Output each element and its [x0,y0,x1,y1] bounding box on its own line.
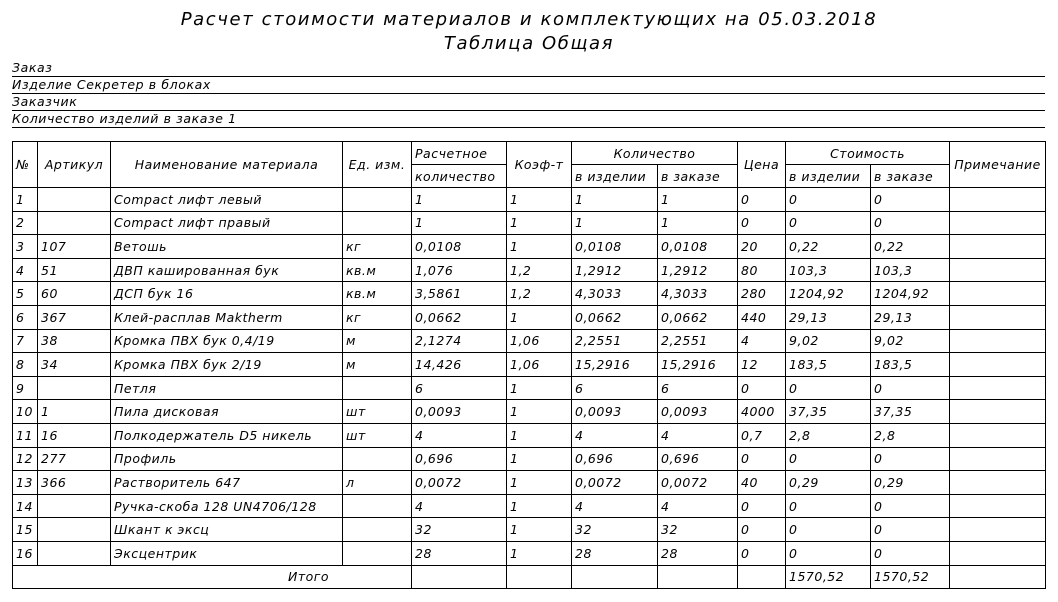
cell-unit: м [343,329,412,353]
cell-price: 0,7 [738,423,786,447]
total-empty-qty-product [572,565,658,589]
cell-qty-order: 32 [658,518,738,542]
cell-unit: шт [343,423,412,447]
cell-name: Эксцентрик [111,541,343,565]
cell-qty-order: 0,0093 [658,400,738,424]
cell-calc: 3,5861 [412,282,507,306]
cell-price: 12 [738,353,786,377]
cell-cost-product: 183,5 [786,353,871,377]
cell-price: 4000 [738,400,786,424]
cell-name: Клей-расплав Makthеrm [111,305,343,329]
col-qty-product: в изделии [572,165,658,188]
table-row [13,188,1046,212]
cell-article: 60 [38,282,111,306]
col-unit: Ед. изм. [343,142,412,188]
col-cost-product: в изделии [786,165,871,188]
cell-name: Кромка ПВХ бук 0,4/19 [111,329,343,353]
cell-name: Пила дисковая [111,400,343,424]
col-name: Наименование материала [111,142,343,188]
cell-cost-product: 29,13 [786,305,871,329]
cell-cost-product: 1204,92 [786,282,871,306]
table-header-row [13,142,1046,165]
total-empty-qty-order [658,565,738,589]
table-row [13,541,1046,565]
cell-coef: 1 [507,423,572,447]
cell-unit: кв.м [343,258,412,282]
table-row [13,447,1046,471]
cell-qty-order: 0,696 [658,447,738,471]
cell-num: 1 [13,188,38,212]
cell-name: Compact лифт правый [111,211,343,235]
cell-num: 14 [13,494,38,518]
col-num: № [13,142,38,188]
cell-qty-product: 0,696 [572,447,658,471]
cell-cost-order: 0 [871,376,950,400]
total-cost-order: 1570,52 [871,565,950,589]
document-title: Расчет стоимости материалов и комплектующих на 05.03.2018 [180,9,878,30]
cell-cost-product: 0 [786,188,871,212]
cell-coef: 1,2 [507,258,572,282]
cell-note [950,471,1046,495]
cell-cost-product: 0,29 [786,471,871,495]
materials-table [12,141,1046,589]
cell-article: 107 [38,235,111,259]
cell-num: 4 [13,258,38,282]
cell-coef: 1,06 [507,329,572,353]
cell-coef: 1 [507,211,572,235]
cell-calc: 0,0662 [412,305,507,329]
table-row [13,353,1046,377]
col-price: Цена [738,142,786,188]
cell-article [38,376,111,400]
cell-qty-order: 1 [658,211,738,235]
cell-cost-product: 9,02 [786,329,871,353]
cell-cost-order: 0 [871,447,950,471]
col-calc-bottom: количество [412,165,507,188]
cell-qty-order: 4 [658,423,738,447]
total-row [13,565,1046,589]
cell-note [950,235,1046,259]
order-label: Заказ [12,60,53,75]
cell-name: ДВП кашированная бук [111,258,343,282]
cell-qty-order: 0,0662 [658,305,738,329]
table-row [13,471,1046,495]
cell-cost-order: 29,13 [871,305,950,329]
cell-num: 16 [13,541,38,565]
cell-article [38,211,111,235]
cell-qty-order: 2,2551 [658,329,738,353]
cell-coef: 1 [507,188,572,212]
cell-qty-product: 4,3033 [572,282,658,306]
table-row [13,211,1046,235]
cell-coef: 1 [507,518,572,542]
cell-article: 366 [38,471,111,495]
cell-price: 0 [738,494,786,518]
cell-cost-product: 0 [786,211,871,235]
quantity-underline [12,127,1045,128]
cell-qty-order: 0,0108 [658,235,738,259]
cell-note [950,541,1046,565]
cell-cost-order: 9,02 [871,329,950,353]
cell-qty-product: 0,0108 [572,235,658,259]
cell-unit [343,188,412,212]
total-empty-price [738,565,786,589]
col-calc-top: Расчетное [412,142,507,165]
cell-note [950,188,1046,212]
cell-coef: 1,2 [507,282,572,306]
col-note: Примечание [950,142,1046,188]
cell-cost-order: 0,22 [871,235,950,259]
cell-article [38,518,111,542]
table-row [13,235,1046,259]
cell-article: 16 [38,423,111,447]
table-body [13,188,1046,566]
cell-calc: 14,426 [412,353,507,377]
cell-num: 15 [13,518,38,542]
cell-cost-product: 0 [786,376,871,400]
col-cost-order: в заказе [871,165,950,188]
cell-qty-product: 15,2916 [572,353,658,377]
cell-qty-product: 1,2912 [572,258,658,282]
cell-price: 20 [738,235,786,259]
cell-qty-order: 1 [658,188,738,212]
cell-article: 51 [38,258,111,282]
table-row [13,494,1046,518]
cell-qty-product: 1 [572,188,658,212]
cell-unit: кг [343,305,412,329]
col-article: Артикул [38,142,111,188]
cell-note [950,258,1046,282]
cell-note [950,305,1046,329]
col-cost: Стоимость [786,142,950,165]
cell-calc: 6 [412,376,507,400]
cell-calc: 1 [412,188,507,212]
customer-label: Заказчик [12,94,78,109]
cell-cost-product: 37,35 [786,400,871,424]
cell-num: 7 [13,329,38,353]
table-row [13,329,1046,353]
cell-cost-order: 0,29 [871,471,950,495]
cell-num: 8 [13,353,38,377]
col-qty-order: в заказе [658,165,738,188]
cell-qty-product: 6 [572,376,658,400]
cell-article: 277 [38,447,111,471]
cell-calc: 0,0072 [412,471,507,495]
cell-unit [343,494,412,518]
cell-price: 0 [738,518,786,542]
cell-cost-product: 2,8 [786,423,871,447]
table-row [13,305,1046,329]
cell-coef: 1 [507,235,572,259]
cell-name: Ветошь [111,235,343,259]
cell-coef: 1 [507,305,572,329]
cell-article: 1 [38,400,111,424]
cell-cost-order: 0 [871,494,950,518]
cell-price: 4 [738,329,786,353]
cell-note [950,423,1046,447]
cell-unit: кв.м [343,282,412,306]
cell-coef: 1 [507,447,572,471]
cell-price: 0 [738,376,786,400]
cell-cost-product: 103,3 [786,258,871,282]
cell-price: 40 [738,471,786,495]
cell-qty-product: 32 [572,518,658,542]
cell-coef: 1,06 [507,353,572,377]
total-empty-coef [507,565,572,589]
cell-qty-product: 4 [572,494,658,518]
cell-name: Compact лифт левый [111,188,343,212]
cell-qty-product: 2,2551 [572,329,658,353]
cell-price: 0 [738,541,786,565]
cell-num: 13 [13,471,38,495]
cell-name: Петля [111,376,343,400]
cell-article: 367 [38,305,111,329]
cell-qty-product: 0,0093 [572,400,658,424]
product-underline [12,93,1045,94]
cell-coef: 1 [507,494,572,518]
cell-num: 11 [13,423,38,447]
cell-article [38,541,111,565]
cell-qty-product: 4 [572,423,658,447]
cell-calc: 0,696 [412,447,507,471]
cell-cost-order: 0 [871,211,950,235]
cell-calc: 4 [412,494,507,518]
cell-cost-product: 0,22 [786,235,871,259]
cell-num: 3 [13,235,38,259]
table-row [13,400,1046,424]
cell-article: 34 [38,353,111,377]
cell-article [38,494,111,518]
cell-cost-product: 0 [786,447,871,471]
cell-cost-order: 1204,92 [871,282,950,306]
cell-qty-order: 0,0072 [658,471,738,495]
cell-qty-order: 4,3033 [658,282,738,306]
cell-qty-order: 28 [658,541,738,565]
cell-name: ДСП бук 16 [111,282,343,306]
cell-price: 0 [738,188,786,212]
cell-name: Кромка ПВХ бук 2/19 [111,353,343,377]
cell-note [950,329,1046,353]
cell-num: 6 [13,305,38,329]
cell-unit: кг [343,235,412,259]
cell-cost-order: 0 [871,518,950,542]
cell-coef: 1 [507,400,572,424]
cell-calc: 28 [412,541,507,565]
cell-name: Растворитель 647 [111,471,343,495]
cell-calc: 1,076 [412,258,507,282]
cell-unit: л [343,471,412,495]
total-label: Итого [13,565,412,589]
table-row [13,258,1046,282]
cell-coef: 1 [507,541,572,565]
cell-cost-product: 0 [786,494,871,518]
cell-cost-order: 103,3 [871,258,950,282]
cell-note [950,494,1046,518]
cell-calc: 1 [412,211,507,235]
cell-unit: м [343,353,412,377]
cell-num: 12 [13,447,38,471]
cell-unit [343,518,412,542]
cell-unit [343,447,412,471]
table-row [13,423,1046,447]
total-empty-calc [412,565,507,589]
cell-qty-product: 0,0072 [572,471,658,495]
cell-unit [343,376,412,400]
quantity-label: Количество изделий в заказе 1 [12,111,237,126]
cell-cost-order: 183,5 [871,353,950,377]
cell-note [950,353,1046,377]
col-coef: Коэф-т [507,142,572,188]
cell-name: Полкодержатель D5 никель [111,423,343,447]
cell-qty-product: 1 [572,211,658,235]
cell-num: 10 [13,400,38,424]
cell-unit [343,211,412,235]
cell-cost-product: 0 [786,518,871,542]
cell-calc: 0,0093 [412,400,507,424]
cell-price: 0 [738,211,786,235]
cell-num: 9 [13,376,38,400]
cell-note [950,376,1046,400]
cell-coef: 1 [507,376,572,400]
cell-calc: 2,1274 [412,329,507,353]
cell-price: 440 [738,305,786,329]
cell-price: 0 [738,447,786,471]
product-label: Изделие Секретер в блоках [12,77,211,92]
cell-name: Профиль [111,447,343,471]
total-cost-product: 1570,52 [786,565,871,589]
cell-num: 2 [13,211,38,235]
cell-note [950,211,1046,235]
cell-cost-order: 37,35 [871,400,950,424]
cell-num: 5 [13,282,38,306]
cell-qty-order: 6 [658,376,738,400]
cell-price: 80 [738,258,786,282]
cell-note [950,282,1046,306]
cell-qty-order: 1,2912 [658,258,738,282]
cell-qty-product: 0,0662 [572,305,658,329]
cell-note [950,400,1046,424]
cell-article: 38 [38,329,111,353]
cell-coef: 1 [507,471,572,495]
cell-cost-order: 2,8 [871,423,950,447]
cell-qty-order: 15,2916 [658,353,738,377]
cell-calc: 32 [412,518,507,542]
cell-price: 280 [738,282,786,306]
cell-article [38,188,111,212]
cell-cost-order: 0 [871,541,950,565]
table-row [13,376,1046,400]
col-qty: Количество [572,142,738,165]
cell-unit [343,541,412,565]
cell-qty-order: 4 [658,494,738,518]
cell-name: Ручка-скоба 128 UN4706/128 [111,494,343,518]
document-subtitle: Таблица Общая [443,33,615,54]
table-row [13,282,1046,306]
cell-calc: 0,0108 [412,235,507,259]
total-empty-note [950,565,1046,589]
cell-note [950,447,1046,471]
cell-note [950,518,1046,542]
cell-calc: 4 [412,423,507,447]
cell-name: Шкант к эксц [111,518,343,542]
table-row [13,518,1046,542]
cell-qty-product: 28 [572,541,658,565]
cell-cost-order: 0 [871,188,950,212]
cell-unit: шт [343,400,412,424]
cell-cost-product: 0 [786,541,871,565]
